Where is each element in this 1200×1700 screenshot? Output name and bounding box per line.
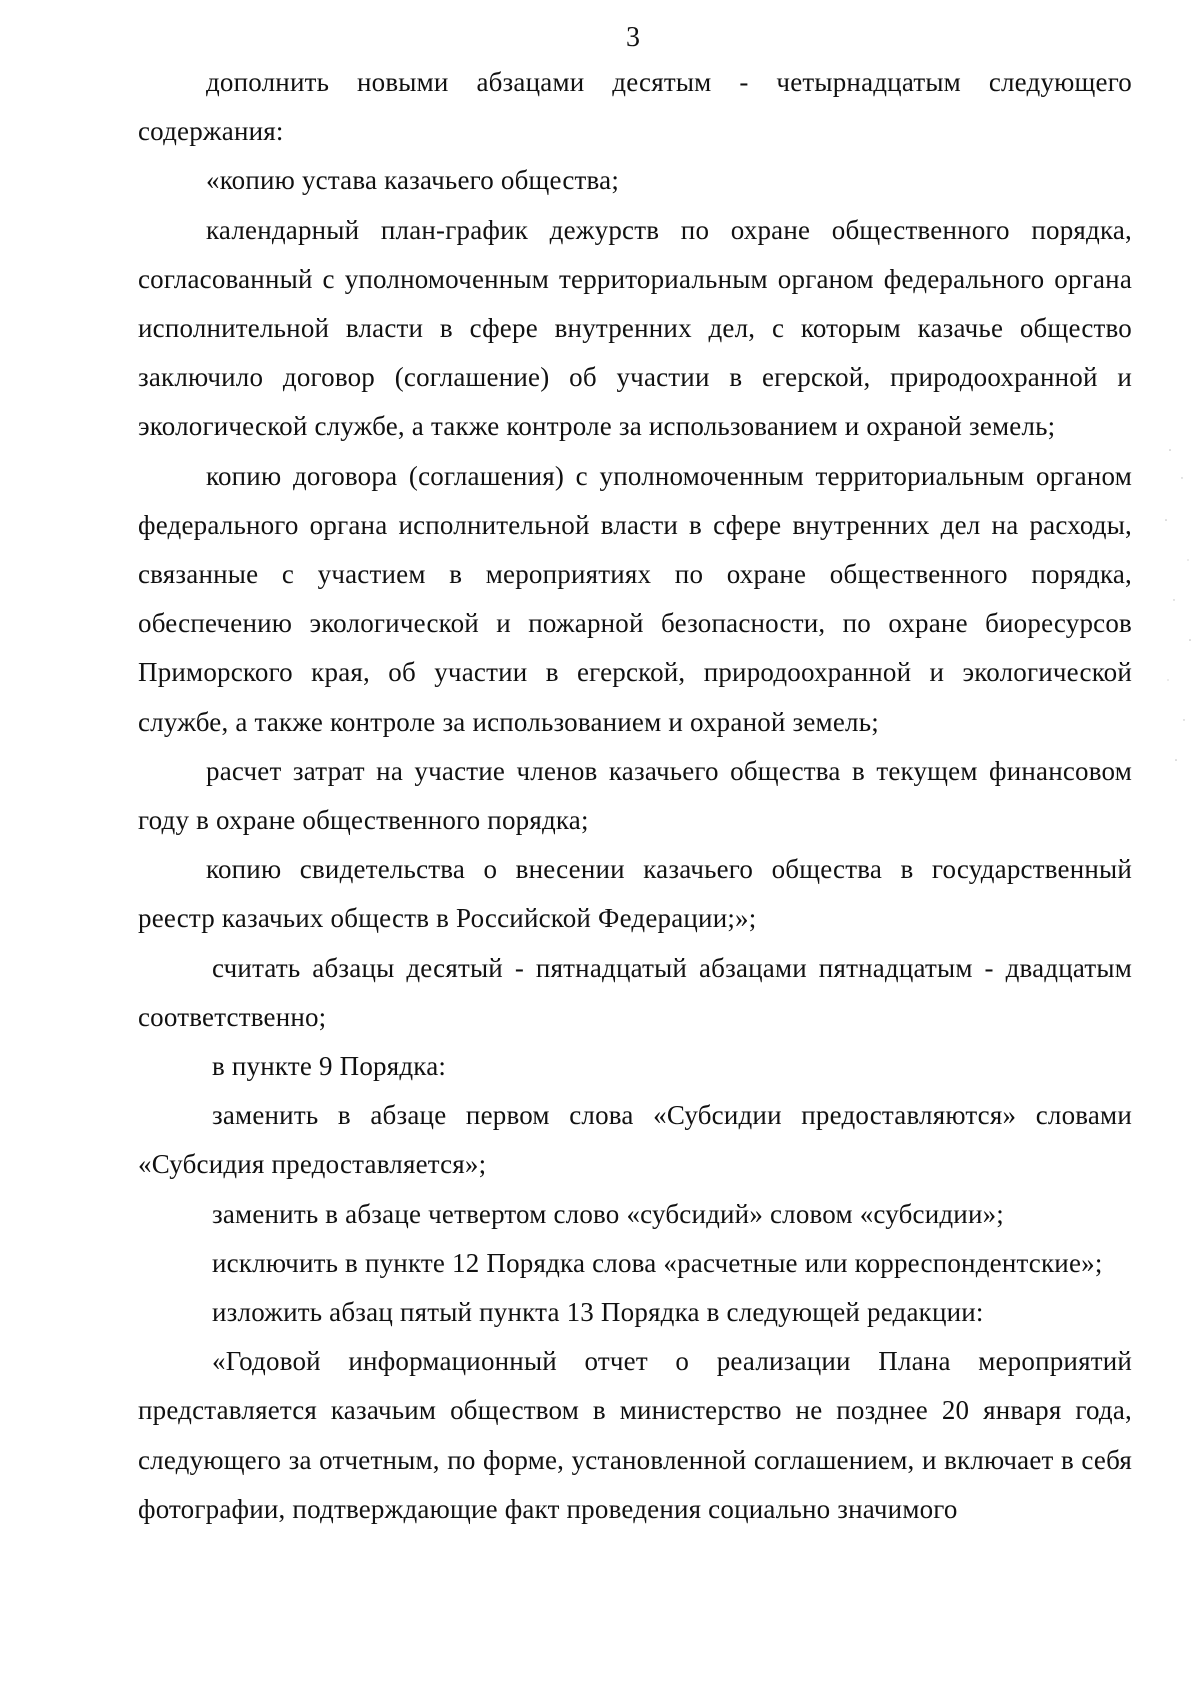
paragraph: считать абзацы десятый - пятнадцатый абзацами пятнадцатым - двадцатым соответственно; [138, 952, 1132, 1032]
paragraph: в пункте 9 Порядка: [212, 1051, 447, 1082]
page-number: 3 [626, 22, 640, 53]
paragraph: расчет затрат на участие членов казачьего общества в текущем финансовом году в охране общественного порядка; [138, 755, 1132, 836]
paragraph: календарный план-график дежурств по охране общественного порядка, согласованный с уполномоченным территориальным органом федерального органа исполнительной власти в сфере внутренних дел, с которым казачье общество заключило договор (соглашение) об участии в егерской, природоохранной и экологической службе, а также контроле за использованием и охраной земель; [138, 214, 1132, 442]
paragraph: заменить в абзаце первом слова «Субсидии предоставляются» словами «Субсидия предоставляется»; [138, 1100, 1132, 1180]
paragraph: заменить в абзаце четвертом слово «субсидий» словом «субсидии»; [212, 1198, 1005, 1229]
paragraph: копию договора (соглашения) с уполномоченным территориальным органом федерального органа исполнительной власти в сфере внутренних дел на расходы, связанные с участием в мероприятиях по охране общественного порядка, обеспечению экологической и пожарной безопасности, по охране биоресурсов Приморского края, об участии в егерской, природоохранной и экологической службе, а также контроле за использованием и охраной земель; [138, 460, 1132, 737]
scan-noise [1160, 430, 1200, 790]
paragraph: копию свидетельства о внесении казачьего общества в государственный реестр казачьих обществ в Российской Федерации;»; [138, 854, 1132, 934]
paragraph: исключить в пункте 12 Порядка слова «расчетные или корреспондентские»; [212, 1247, 1103, 1278]
paragraph: «копию устава казачьего общества; [206, 165, 620, 196]
paragraph: изложить абзац пятый пункта 13 Порядка в следующей редакции: [212, 1297, 984, 1328]
paragraph: дополнить новыми абзацами десятым - четырнадцатым следующего содержания: [138, 67, 1132, 147]
paragraph: «Годовой информационный отчет о реализации Плана мероприятий представляется казачьим обществом в министерство не позднее 20 января года, следующего за отчетным, по форме, установленной соглашением, и включает в себя фотографии, подтверждающие факт проведения социально значимого [138, 1346, 1132, 1524]
document-body [138, 58, 1132, 1534]
